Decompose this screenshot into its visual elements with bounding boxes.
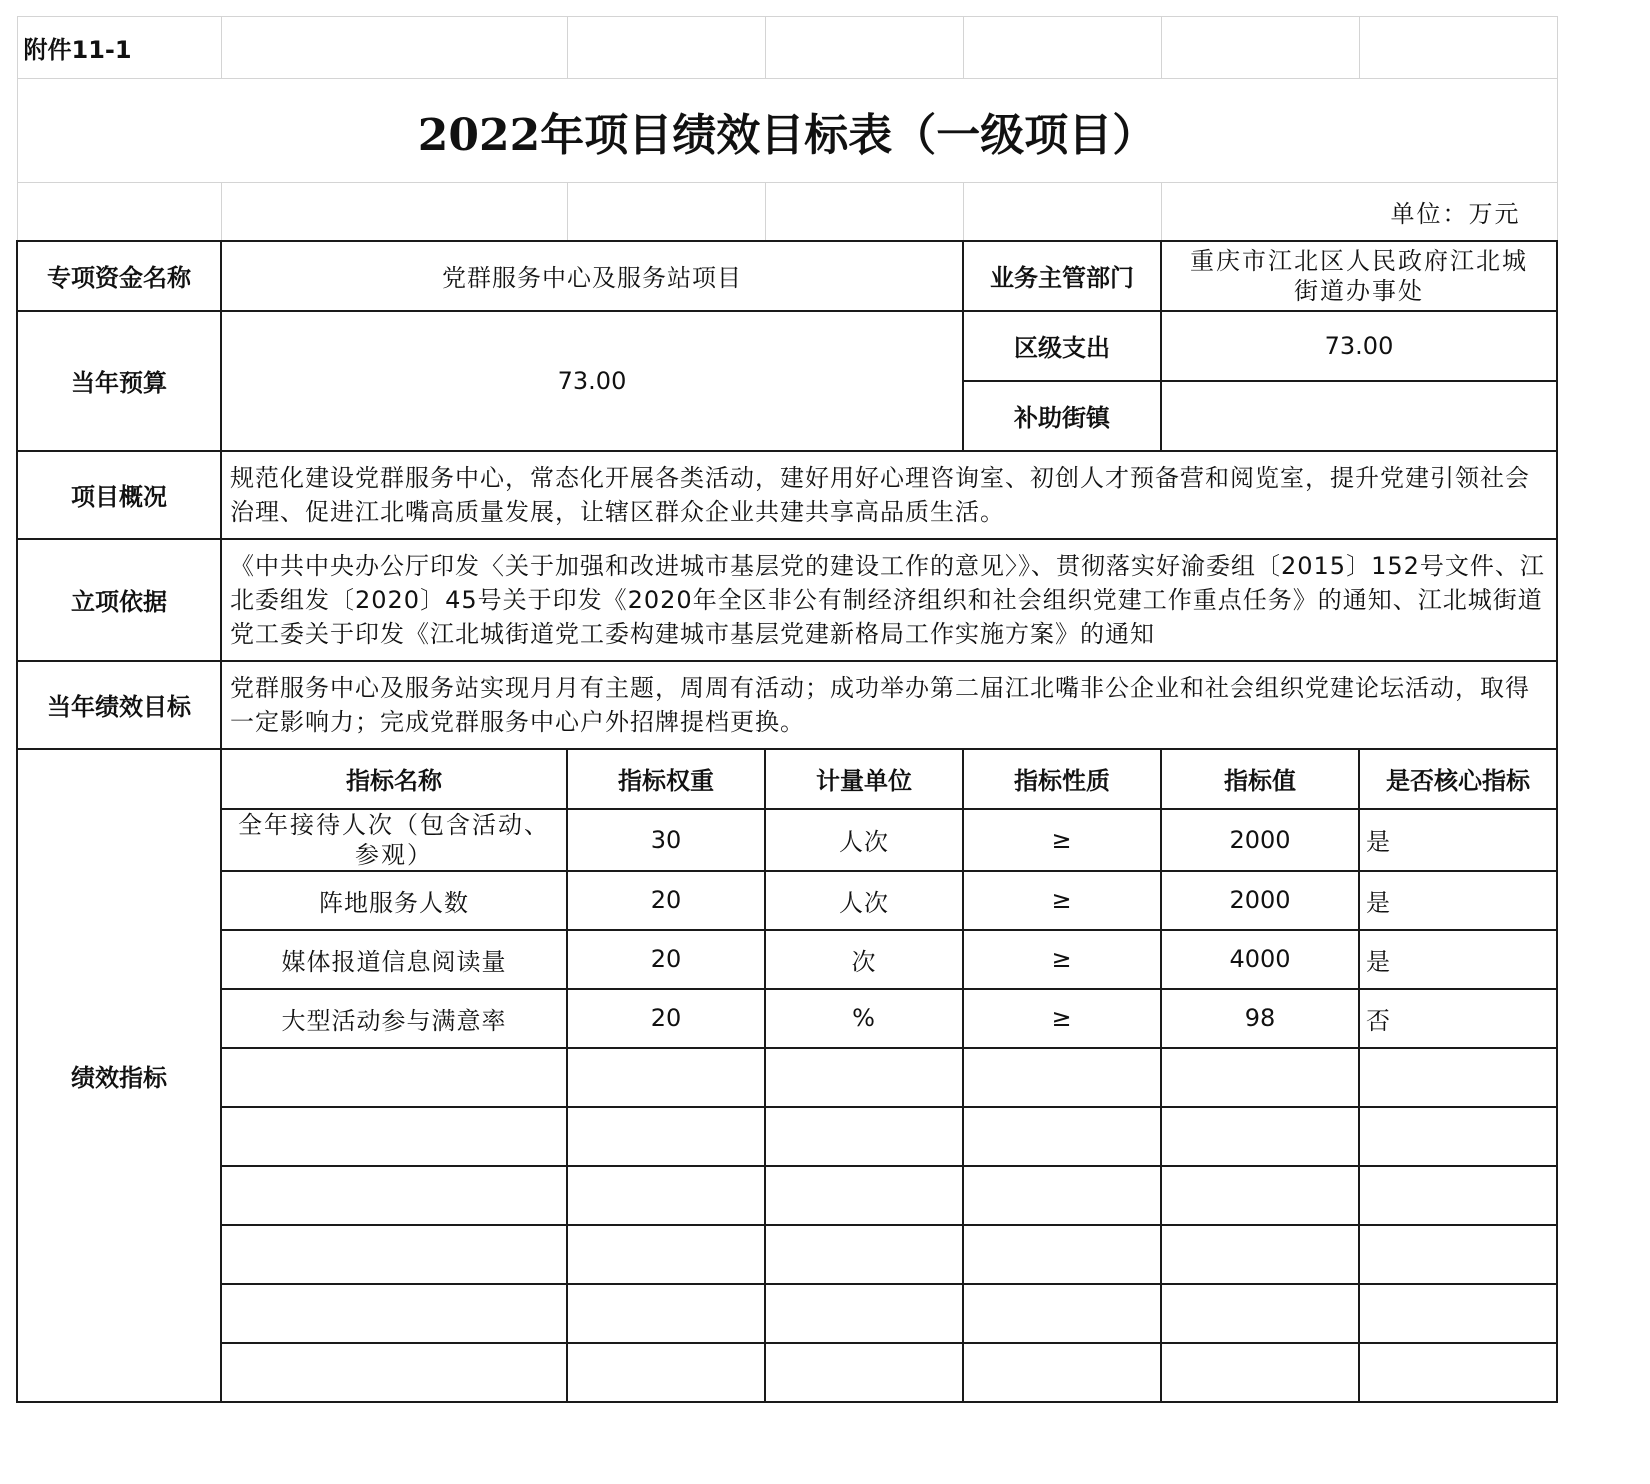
grid-cell [963,183,1161,241]
empty-row [17,1343,1557,1402]
indicator-nature: ≥ [963,871,1161,930]
grid-cell [963,17,1161,79]
indicator-header-value: 指标值 [1161,749,1359,809]
indicator-header-core: 是否核心指标 [1359,749,1557,809]
indicator-value: 2000 [1161,809,1359,871]
empty-row [17,1166,1557,1225]
indicator-nature: ≥ [963,930,1161,989]
indicator-core: 是 [1359,871,1557,930]
empty-row [17,1048,1557,1107]
fund-name-value: 党群服务中心及服务站项目 [221,241,963,311]
indicator-weight: 20 [567,871,765,930]
indicators-section-label: 绩效指标 [17,749,221,1402]
indicator-value: 4000 [1161,930,1359,989]
grid-cell [1161,17,1359,79]
dept-label: 业务主管部门 [963,241,1161,311]
indicator-value: 98 [1161,989,1359,1048]
fund-name-label: 专项资金名称 [17,241,221,311]
attachment-label: 附件11-1 [17,17,221,79]
indicator-header-name: 指标名称 [221,749,567,809]
overview-value: 规范化建设党群服务中心，常态化开展各类活动，建好用好心理咨询室、初创人才预备营和阅览室，提升党建引领社会治理、促进江北嘴高质量发展，让辖区群众企业共建共享高品质生活。 [221,451,1557,539]
indicator-header-nature: 指标性质 [963,749,1161,809]
goal-value: 党群服务中心及服务站实现月月有主题，周周有活动；成功举办第二届江北嘴非公企业和社会组织党建论坛活动，取得一定影响力；完成党群服务中心户外招牌提档更换。 [221,661,1557,749]
indicator-core: 否 [1359,989,1557,1048]
indicator-name: 全年接待人次（包含活动、参观） [221,809,567,871]
budget-label: 当年预算 [17,311,221,451]
district-label: 区级支出 [963,311,1161,381]
indicator-core: 是 [1359,809,1557,871]
grid-cell [765,183,963,241]
indicator-value: 2000 [1161,871,1359,930]
table-row [17,809,1557,871]
table-row [17,871,1557,930]
indicator-name: 媒体报道信息阅读量 [221,930,567,989]
indicator-header-weight: 指标权重 [567,749,765,809]
table-row [17,989,1557,1048]
empty-row [17,1107,1557,1166]
empty-row [17,1225,1557,1284]
target-table-sheet [16,16,1558,1403]
unit-label: 单位：万元 [1161,183,1557,241]
budget-value: 73.00 [221,311,963,451]
page-title: 2022年项目绩效目标表（一级项目） [17,79,1557,183]
indicator-header-unit: 计量单位 [765,749,963,809]
indicator-weight: 20 [567,930,765,989]
indicator-nature: ≥ [963,989,1161,1048]
performance-target-table [16,16,1558,1403]
indicator-name: 大型活动参与满意率 [221,989,567,1048]
indicator-name: 阵地服务人数 [221,871,567,930]
indicator-core: 是 [1359,930,1557,989]
subsidy-label: 补助街镇 [963,381,1161,451]
indicator-unit: % [765,989,963,1048]
overview-label: 项目概况 [17,451,221,539]
grid-cell [567,183,765,241]
indicator-unit: 人次 [765,871,963,930]
indicator-weight: 30 [567,809,765,871]
dept-value: 重庆市江北区人民政府江北城街道办事处 [1161,241,1557,311]
indicator-unit: 人次 [765,809,963,871]
basis-label: 立项依据 [17,539,221,661]
grid-cell [221,183,567,241]
grid-cell [1359,17,1557,79]
grid-cell [567,17,765,79]
subsidy-value [1161,381,1557,451]
district-value: 73.00 [1161,311,1557,381]
table-row [17,930,1557,989]
grid-cell [765,17,963,79]
basis-value: 《中共中央办公厅印发〈关于加强和改进城市基层党的建设工作的意见〉》、贯彻落实好渝委组〔2015〕152号文件、江北委组发〔2020〕45号关于印发《2020年全区非公有制经济组织和社会组织党建工作重点任务》的通知、江北城街道党工委关于印发《江北城街道党工委构建城市基层党建新格局工作实施方案》的通知 [221,539,1557,661]
indicator-unit: 次 [765,930,963,989]
empty-row [17,1284,1557,1343]
goal-label: 当年绩效目标 [17,661,221,749]
grid-cell [17,183,221,241]
indicator-nature: ≥ [963,809,1161,871]
grid-cell [221,17,567,79]
indicator-weight: 20 [567,989,765,1048]
